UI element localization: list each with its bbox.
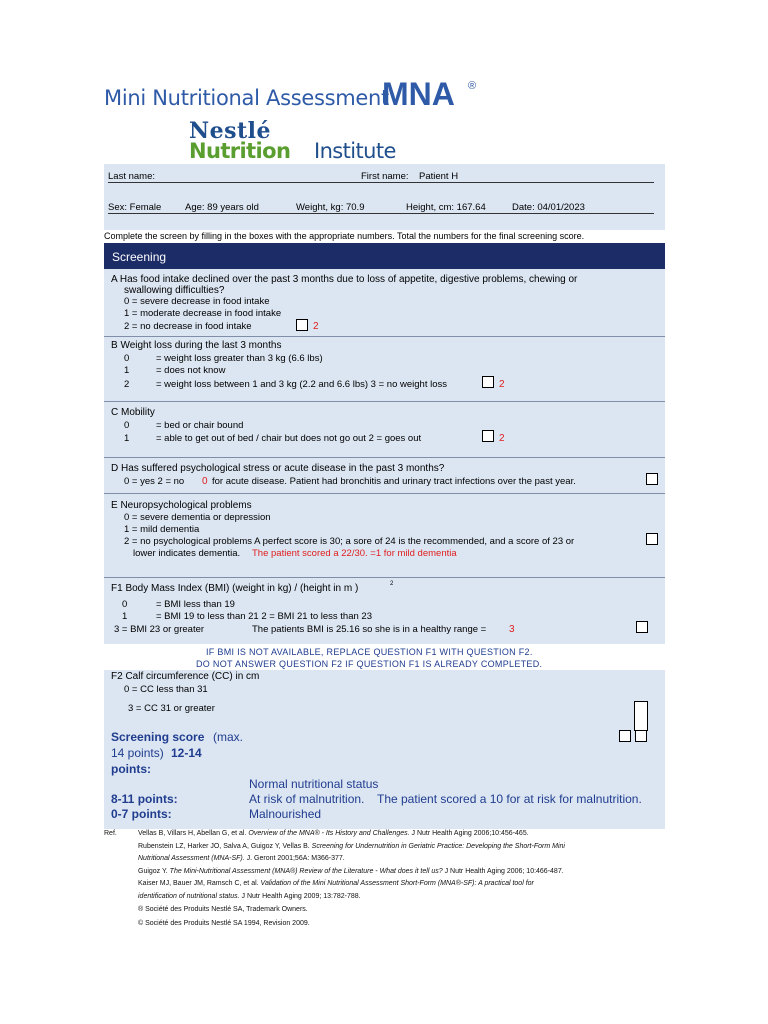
- option-c-1-num: 1: [124, 433, 130, 444]
- screening-header: Screening: [104, 243, 665, 269]
- total-box-2[interactable]: [635, 730, 647, 742]
- option-b-2-num: 2: [124, 379, 130, 390]
- instructions-text: Complete the screen by filling in the boxes with the appropriate numbers. Total the numbers for the final screening score.: [104, 231, 585, 241]
- score-box-e[interactable]: [646, 533, 658, 545]
- range-normal: 12-14: [171, 746, 202, 760]
- option-e-0: 0 = severe dementia or depression: [124, 512, 271, 523]
- reference-1: Vellas B, Villars H, Abellan G, et al. Overview of the MNA® - Its History and Challenges. J Nutr Health Aging 2006;10:456-465.: [138, 830, 529, 837]
- option-e-1: 1 = mild dementia: [124, 524, 200, 535]
- option-c-0-num: 0: [124, 420, 130, 431]
- option-f2-3: 3 = CC 31 or greater: [128, 703, 215, 714]
- last-name-label: Last name:: [108, 171, 155, 182]
- range-risk-text: At risk of malnutrition.: [249, 792, 365, 806]
- reference-3: Guigoz Y. The Mini-Nutritional Assessment (MNA®) Review of the Literature - What does it tell us? J Nutr Health Aging 2006; 10:466-487.: [138, 868, 564, 875]
- brand-mna: MNA: [382, 76, 455, 112]
- range-malnourished-text: Malnourished: [249, 807, 322, 821]
- option-f1-1-num: 1: [122, 611, 128, 622]
- score-box-b[interactable]: [482, 376, 494, 388]
- height-field[interactable]: Height, cm: 167.64: [406, 202, 486, 213]
- option-e-2-cont: lower indicates dementia.: [133, 548, 241, 559]
- question-b-text: B Weight loss during the last 3 months: [111, 340, 282, 351]
- question-f1-text: F1 Body Mass Index (BMI) (weight in kg) / (height in m ): [111, 583, 359, 594]
- option-f1-0: = BMI less than 19: [156, 599, 235, 610]
- option-f1-3: 3 = BMI 23 or greater: [114, 624, 205, 635]
- range-normal-text: Normal nutritional status: [249, 777, 379, 791]
- option-b-1-num: 1: [124, 365, 130, 376]
- reference-4: Kaiser MJ, Bauer JM, Ramsch C, et al. Validation of the Mini Nutritional Assessment Short-Form (MNA®-SF): A practical tool for: [138, 880, 534, 887]
- reference-2: Rubenstein LZ, Harker JO, Salva A, Guigoz Y, Vellas B. Screening for Undernutrition in Geriatric Practice: Developing the Short-Form Mini: [138, 843, 565, 850]
- bmi-note-2: DO NOT ANSWER QUESTION F2 IF QUESTION F1 IS ALREADY COMPLETED.: [196, 659, 543, 669]
- question-a-text-2: swallowing difficulties?: [124, 285, 225, 296]
- question-d-text: D Has suffered psychological stress or acute disease in the past 3 months?: [111, 463, 445, 474]
- ref-label: Ref.: [104, 830, 117, 837]
- range-risk: 8-11 points:: [111, 792, 178, 806]
- note-f1: The patients BMI is 25.16 so she is in a healthy range =: [252, 624, 487, 635]
- name-underline: [108, 182, 654, 183]
- age-field[interactable]: Age: 89 years old: [185, 202, 259, 213]
- screening-score-max: (max.: [213, 730, 243, 744]
- first-name-value[interactable]: Patient H: [419, 171, 459, 182]
- score-box-d[interactable]: [646, 473, 658, 485]
- score-box-c[interactable]: [482, 430, 494, 442]
- option-c-0: = bed or chair bound: [156, 420, 244, 431]
- option-a-0: 0 = severe decrease in food intake: [124, 296, 270, 307]
- range-normal-points: points:: [111, 762, 151, 776]
- reference-4-cont: identification of nutritional status. J Nutr Health Aging 2009; 13:782-788.: [138, 893, 361, 900]
- score-d: 0: [202, 476, 208, 487]
- score-box-a[interactable]: [296, 319, 308, 331]
- superscript-2: 2: [390, 581, 394, 587]
- score-box-f1[interactable]: [636, 621, 648, 633]
- score-box-f2[interactable]: [634, 701, 648, 731]
- logo-institute: Institute: [314, 139, 396, 163]
- reference-2-cont: Nutritional Assessment (MNA-SF). J. Geront 2001;56A: M366-377.: [138, 855, 345, 862]
- option-b-1: = does not know: [156, 365, 226, 376]
- score-a: 2: [313, 321, 319, 332]
- note-e: The patient scored a 22/30. =1 for mild dementia: [252, 548, 457, 559]
- option-f1-1: = BMI 19 to less than 21 2 = BMI 21 to less than 23: [156, 611, 372, 622]
- option-f1-0-num: 0: [122, 599, 128, 610]
- weight-field[interactable]: Weight, kg: 70.9: [296, 202, 365, 213]
- option-b-0-num: 0: [124, 353, 130, 364]
- option-c-1: = able to get out of bed / chair but does not go out 2 = goes out: [156, 433, 422, 444]
- option-d: 0 = yes 2 = no: [124, 476, 185, 487]
- option-b-0: = weight loss greater than 3 kg (6.6 lbs): [156, 353, 323, 364]
- copyright-note: © Société des Produits Nestlé SA 1994, Revision 2009.: [138, 920, 310, 927]
- first-name-label: First name:: [361, 171, 409, 182]
- trademark-note: ® Société des Produits Nestlé SA, Trademark Owners.: [138, 906, 308, 913]
- question-f2-text: F2 Calf circumference (CC) in cm: [111, 671, 260, 682]
- option-a-1: 1 = moderate decrease in food intake: [124, 308, 282, 319]
- form-title: Mini Nutritional Assessment: [104, 86, 389, 110]
- nestle-logo-text: Nestlé: [189, 118, 272, 144]
- question-a-text: A Has food intake declined over the past 3 months due to loss of appetite, digestive problems, chewing or: [111, 274, 578, 285]
- registered-mark: ®: [468, 80, 477, 92]
- range-risk-note: The patient scored a 10 for at risk for malnutrition.: [377, 792, 642, 806]
- total-box-1[interactable]: [619, 730, 631, 742]
- bmi-note-1: IF BMI IS NOT AVAILABLE, REPLACE QUESTION F1 WITH QUESTION F2.: [206, 647, 533, 657]
- score-c: 2: [499, 433, 505, 444]
- option-b-2: = weight loss between 1 and 3 kg (2.2 and 6.6 lbs) 3 = no weight loss: [156, 379, 447, 390]
- screening-score-max-2: 14 points): [111, 746, 164, 760]
- question-c-text: C Mobility: [111, 407, 155, 418]
- option-e-2: 2 = no psychological problems A perfect score is 30; a sore of 24 is the recommended, and a score of 23 or: [124, 536, 575, 547]
- range-malnourished: 0-7 points:: [111, 807, 172, 821]
- option-f2-0: 0 = CC less than 31: [124, 684, 208, 695]
- logo-nutrition: Nutrition: [189, 139, 291, 163]
- info-underline: [108, 213, 654, 214]
- sex-field[interactable]: Sex: Female: [108, 202, 162, 213]
- option-a-2: 2 = no decrease in food intake: [124, 321, 252, 332]
- date-field[interactable]: Date: 04/01/2023: [512, 202, 585, 213]
- score-b: 2: [499, 379, 505, 390]
- note-d: for acute disease. Patient had bronchitis and urinary tract infections over the past year.: [212, 476, 576, 487]
- score-f1: 3: [509, 624, 515, 635]
- question-e-text: E Neuropsychological problems: [111, 500, 252, 511]
- screening-score-label: Screening score: [111, 730, 205, 744]
